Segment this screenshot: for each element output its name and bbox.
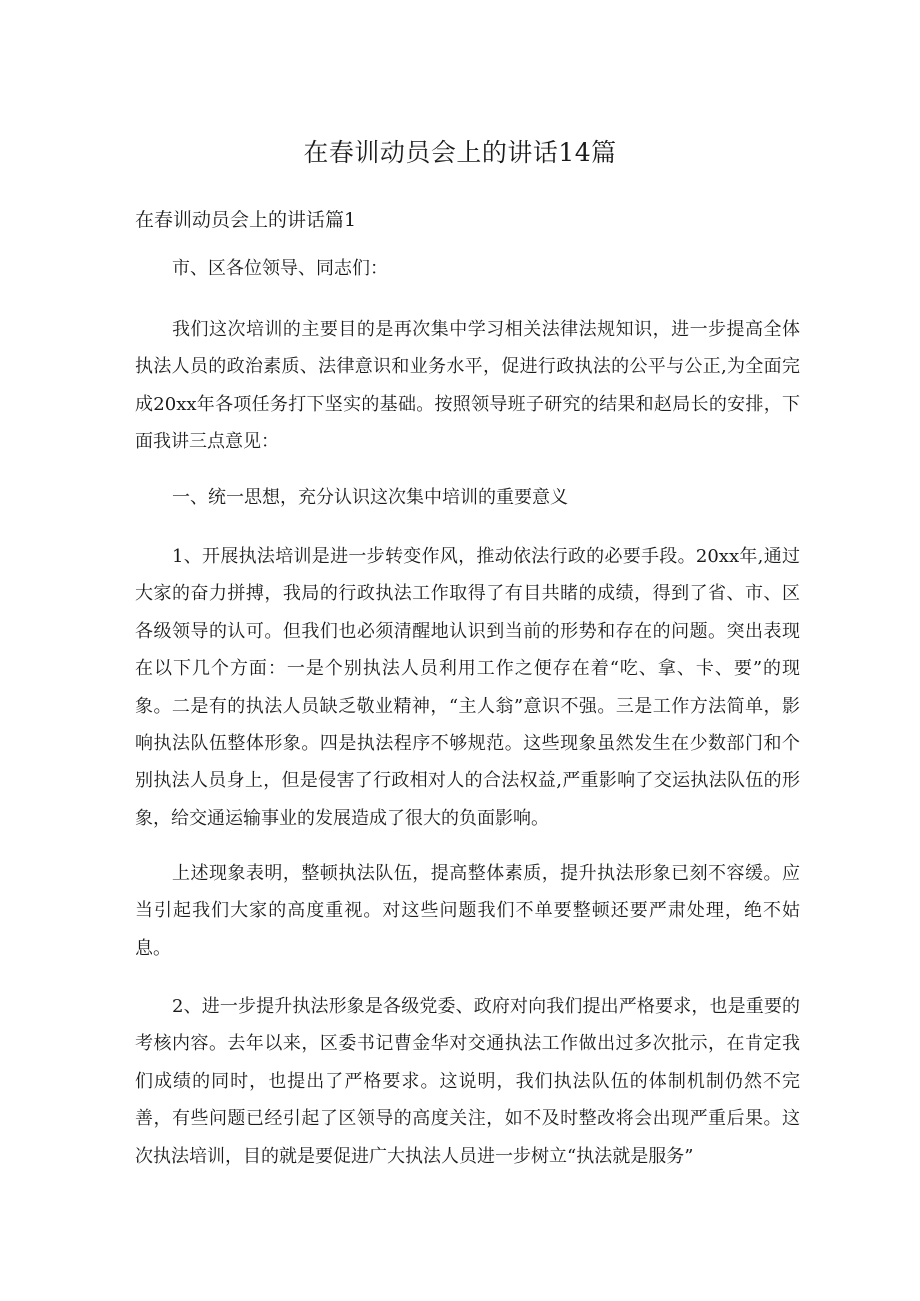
subheading-point-one: 一、统一思想，充分认识这次集中培训的重要意义 <box>172 487 568 508</box>
paragraph-item-2: 2、进一步提升执法形象是各级党委、政府对向我们提出严格要求，也是重要的考核内容。去年以来，区委书记曹金华对交通执法工作做出过多次批示，在肯定我们成绩的同时，也提出了严格要求。这说明，我们执法队伍的体制机制仍然不完善，有些问题已经引起了区领导的高度关注，如不及时整改将会出现严重后果。这次执法培训，目的就是要促进广大执法人员进一步树立“执法就是服务” <box>135 996 800 1167</box>
section-heading: 在春训动员会上的讲话篇1 <box>135 209 357 231</box>
document-title: 在春训动员会上的讲话14篇 <box>303 138 617 167</box>
paragraph-intro: 我们这次培训的主要目的是再次集中学习相关法律法规知识，进一步提高全体执法人员的政治素质、法律意识和业务水平，促进行政执法的公平与公正,为全面完成20xx年各项任务打下坚实的基础。按照领导班子研究的结果和赵局长的安排，下面我讲三点意见： <box>135 319 800 453</box>
paragraph-item-1: 1、开展执法培训是进一步转变作风，推动依法行政的必要手段。20xx年,通过大家的奋力拼搏，我局的行政执法工作取得了有目共睹的成绩，得到了省、市、区各级领导的认可。但我们也必须清醒地认识到当前的形势和存在的问题。突出表现在以下几个方面：一是个别执法人员利用工作之便存在着“吃、拿、卡、要”的现象。二是有的执法人员缺乏敬业精神，“主人翁”意识不强。三是工作方法简单，影响执法队伍整体形象。四是执法程序不够规范。这些现象虽然发生在少数部门和个别执法人员身上，但是侵害了行政相对人的合法权益,严重影响了交运执法队伍的形象，给交通运输事业的发展造成了很大的负面影响。 <box>135 546 800 829</box>
paragraph-summary: 上述现象表明，整顿执法队伍，提高整体素质，提升执法形象已刻不容缓。应当引起我们大家的高度重视。对这些问题我们不单要整顿还要严肃处理，绝不姑息。 <box>135 863 800 959</box>
greeting: 市、区各位领导、同志们： <box>172 258 388 279</box>
